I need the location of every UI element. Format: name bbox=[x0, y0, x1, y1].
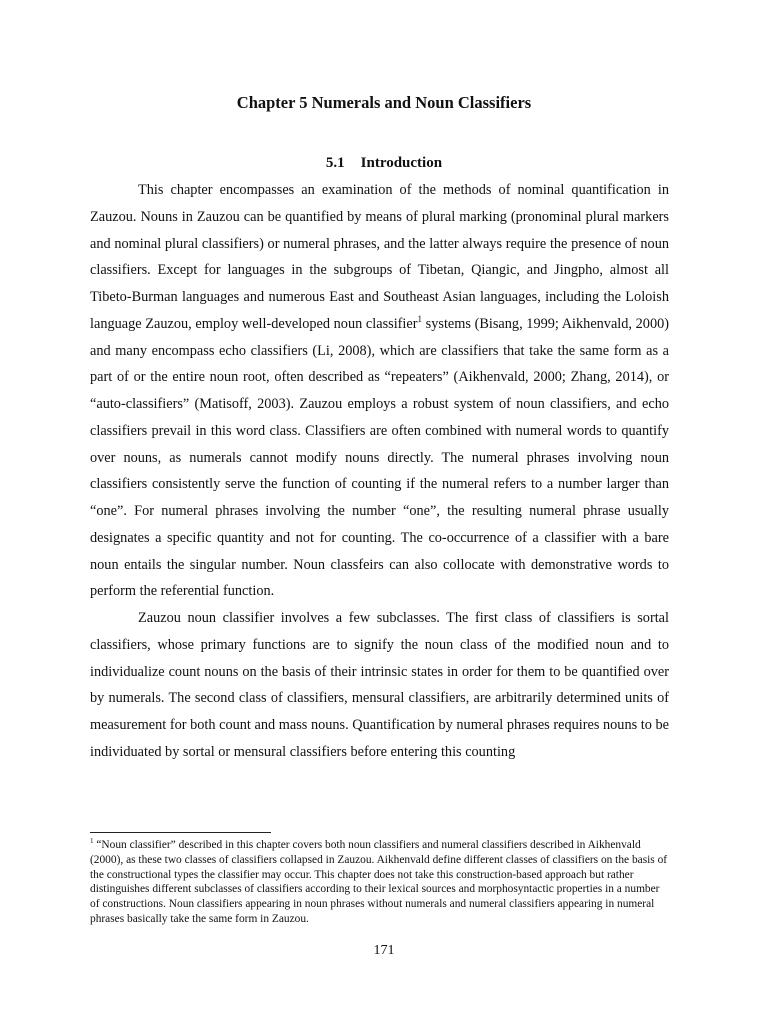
footnote-text: “Noun classifier” described in this chapter covers both noun classifiers and numeral classifiers described in Aikhenvald (2000), as these two classes of classifiers collapsed in Zauzou. Aikhenvald define different classes of classifiers on the basis of the constructional types the classifier may occur. This chapter does not take this construction-based approach but rather distinguishes different subclasses of classifiers according to their lexical sources and morphosyntactic properties in a number of constructions. Noun classifiers appearing in noun phrases without numerals and numeral classifiers appearing in numeral phrases basically take the same form in Zauzou. bbox=[90, 839, 668, 925]
footnote-marker: 1 bbox=[90, 837, 94, 846]
paragraph-1-text-after-footnote: systems (Bisang, 1999; Aikhenvald, 2000) and many encompass echo classifiers (Li, 2008), which are classifiers that take the same form as a part of or the entire noun root, often described as “repeaters” (Aikhenvald, 2000; Zhang, 2014), or “auto-classifiers” (Matisoff, 2003). Zauzou employs a robust system of noun classifiers, and echo classifiers prevail in this word class. Classifiers are often combined with numeral words to quantify over nouns, as numerals cannot modify nouns directly. The numeral phrases involving noun classifiers consistently serve the function of counting if the numeral refers to a number larger than “one”. For numeral phrases involving the number “one”, the resulting numeral phrase usually designates a specific quantity and not for counting. The co-occurrence of a classifier with a bare noun entails the singular number. Noun classfeirs can also collocate with demonstrative words to perform the referential function. bbox=[90, 315, 670, 600]
section-heading bbox=[0, 152, 768, 174]
footnote-reference[interactable]: 1 bbox=[417, 313, 423, 324]
footnote bbox=[90, 838, 669, 927]
section-title: Introduction bbox=[360, 155, 443, 171]
chapter-title: Chapter 5 Numerals and Noun Classifiers bbox=[236, 93, 532, 112]
footnote-separator bbox=[90, 832, 271, 833]
page-number: 171 bbox=[373, 943, 395, 958]
paragraph-1 bbox=[90, 177, 669, 605]
body-text bbox=[90, 177, 669, 766]
paragraph-1-text-before-footnote: This chapter encompasses an examination of the methods of nominal quantification in Zauzou. Nouns in Zauzou can be quantified by means of plural marking (pronominal plural markers and nominal plural classifiers) or numeral phrases, and the latter always require the presence of noun classifiers. Except for languages in the subgroups of Tibetan, Qiangic, and Jingpho, almost all Tibeto-Burman languages and numerous East and Southeast Asian languages, including the Loloish language Zauzou, employ well-developed noun classifier bbox=[90, 182, 669, 332]
paragraph-2: Zauzou noun classifier involves a few subclasses. The first class of classifiers is sortal classifiers, whose primary functions are to signify the noun class of the modified noun and to individualize count nouns on the basis of their intrinsic states in order for them to be quantified over by numerals. The second class of classifiers, mensural classifiers, are arbitrarily determined units of measurement for both count and mass nouns. Quantification by numeral phrases requires nouns to be individuated by sortal or mensural classifiers before entering this counting bbox=[90, 610, 669, 760]
section-number: 5.1 bbox=[325, 155, 345, 171]
